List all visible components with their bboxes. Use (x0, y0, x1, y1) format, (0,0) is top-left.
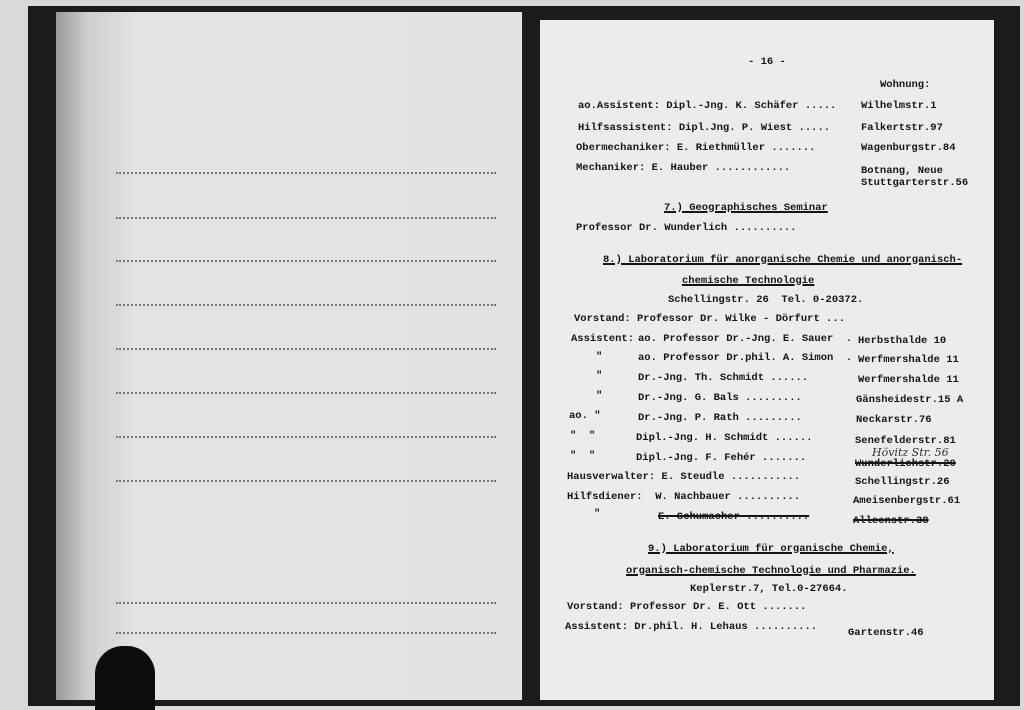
row-address-struck: Wunderlichstr.20 (855, 458, 956, 470)
section-title: 8.) Laboratorium für anorganische Chemie und anorganisch- (603, 254, 963, 266)
hausverwalter-line: Hausverwalter: E. Steudle ........... (567, 471, 801, 483)
row-name: Dipl.-Jng. F. Fehér ....... (636, 452, 807, 464)
ghost-line (116, 480, 496, 482)
row-address: Gänsheidestr.15 A (856, 394, 964, 406)
row-address: Werfmershalde 11 (858, 374, 959, 386)
ghost-line (116, 392, 496, 394)
entry-left: Hilfsassistent: Dipl.Jng. P. Wiest ..... (578, 122, 831, 134)
ghost-line (116, 260, 496, 262)
ghost-line (116, 436, 496, 438)
entry-left: Mechaniker: E. Hauber ............ (576, 162, 791, 174)
row-address: Werfmershalde 11 (858, 354, 959, 366)
row-prefix: " (594, 508, 601, 520)
row-name: Dipl.-Jng. H. Schmidt ...... (636, 432, 813, 444)
row-address-struck: Alleenstr.38 (853, 515, 929, 527)
page-number: - 16 - (748, 56, 786, 68)
ghost-line (116, 348, 496, 350)
row-prefix: " " (570, 430, 596, 442)
entry-left: Obermechaniker: E. Riethmüller ....... (576, 142, 816, 154)
row-name: Dr.-Jng. P. Rath ......... (638, 412, 802, 424)
section-address: Schellingstr. 26 Tel. 0-20372. (668, 294, 864, 306)
row-name: Dr.-Jng. Th. Schmidt ...... (638, 372, 809, 384)
section-address: Keplerstr.7, Tel.0-27664. (690, 583, 848, 595)
thumb (95, 646, 155, 710)
entry-left: ao.Assistent: Dipl.-Jng. K. Schäfer ..... (578, 100, 837, 112)
ghost-line (116, 304, 496, 306)
entry-right: Botnang, Neue Stuttgarterstr.56 (861, 165, 969, 189)
handwritten-correction: Hövitz Str. 56 (872, 446, 949, 459)
row-prefix: ao. " (569, 410, 601, 422)
row-address: Schellingstr.26 (855, 476, 950, 488)
row-name: ao. Professor Dr.phil. A. Simon . (638, 352, 853, 364)
row-name: ao. Professor Dr.-Jng. E. Sauer . (638, 333, 853, 345)
wohnung-header: Wohnung: (880, 79, 931, 91)
entry-right: Gartenstr.46 (848, 627, 924, 639)
entry-right: Wilhelmstr.1 (861, 100, 937, 112)
ghost-line (116, 217, 496, 219)
section-title: 9.) Laboratorium für organische Chemie, (648, 543, 894, 555)
row-address: Herbsthalde 10 (858, 335, 947, 347)
row-address: Senefelderstr.81 (855, 435, 956, 447)
row-address: Neckarstr.76 (856, 414, 932, 426)
left-page (56, 12, 522, 700)
row-prefix: " (596, 390, 603, 402)
entry-left: Professor Dr. Wunderlich .......... (576, 222, 797, 234)
row-prefix: " (596, 351, 603, 363)
row-prefix: " " (570, 450, 596, 462)
hilfsdiener-line: Hilfsdiener: W. Nachbauer .......... (567, 491, 801, 503)
row-address: Ameisenbergstr.61 (853, 495, 961, 507)
vorstand-line: Vorstand: Professor Dr. Wilke - Dörfurt ... (574, 313, 845, 325)
row-prefix: " (596, 370, 603, 382)
entry-right: Wagenburgstr.84 (861, 142, 956, 154)
ghost-line (116, 602, 496, 604)
vorstand-line: Vorstand: Professor Dr. E. Ott ....... (567, 601, 807, 613)
entry-right: Falkertstr.97 (861, 122, 943, 134)
row-name: Dr.-Jng. G. Bals ......... (638, 392, 802, 404)
row-prefix: Assistent: (571, 333, 635, 345)
section-title: 7.) Geographisches Seminar (664, 202, 828, 214)
entry-left: Assistent: Dr.phil. H. Lehaus .......... (565, 621, 818, 633)
ghost-line (116, 172, 496, 174)
section-title: chemische Technologie (682, 275, 815, 287)
section-title: organisch-chemische Technologie und Pharmazie. (626, 565, 916, 577)
struck-entry: E. Schumacher .......... (658, 511, 810, 523)
ghost-line (116, 632, 496, 634)
